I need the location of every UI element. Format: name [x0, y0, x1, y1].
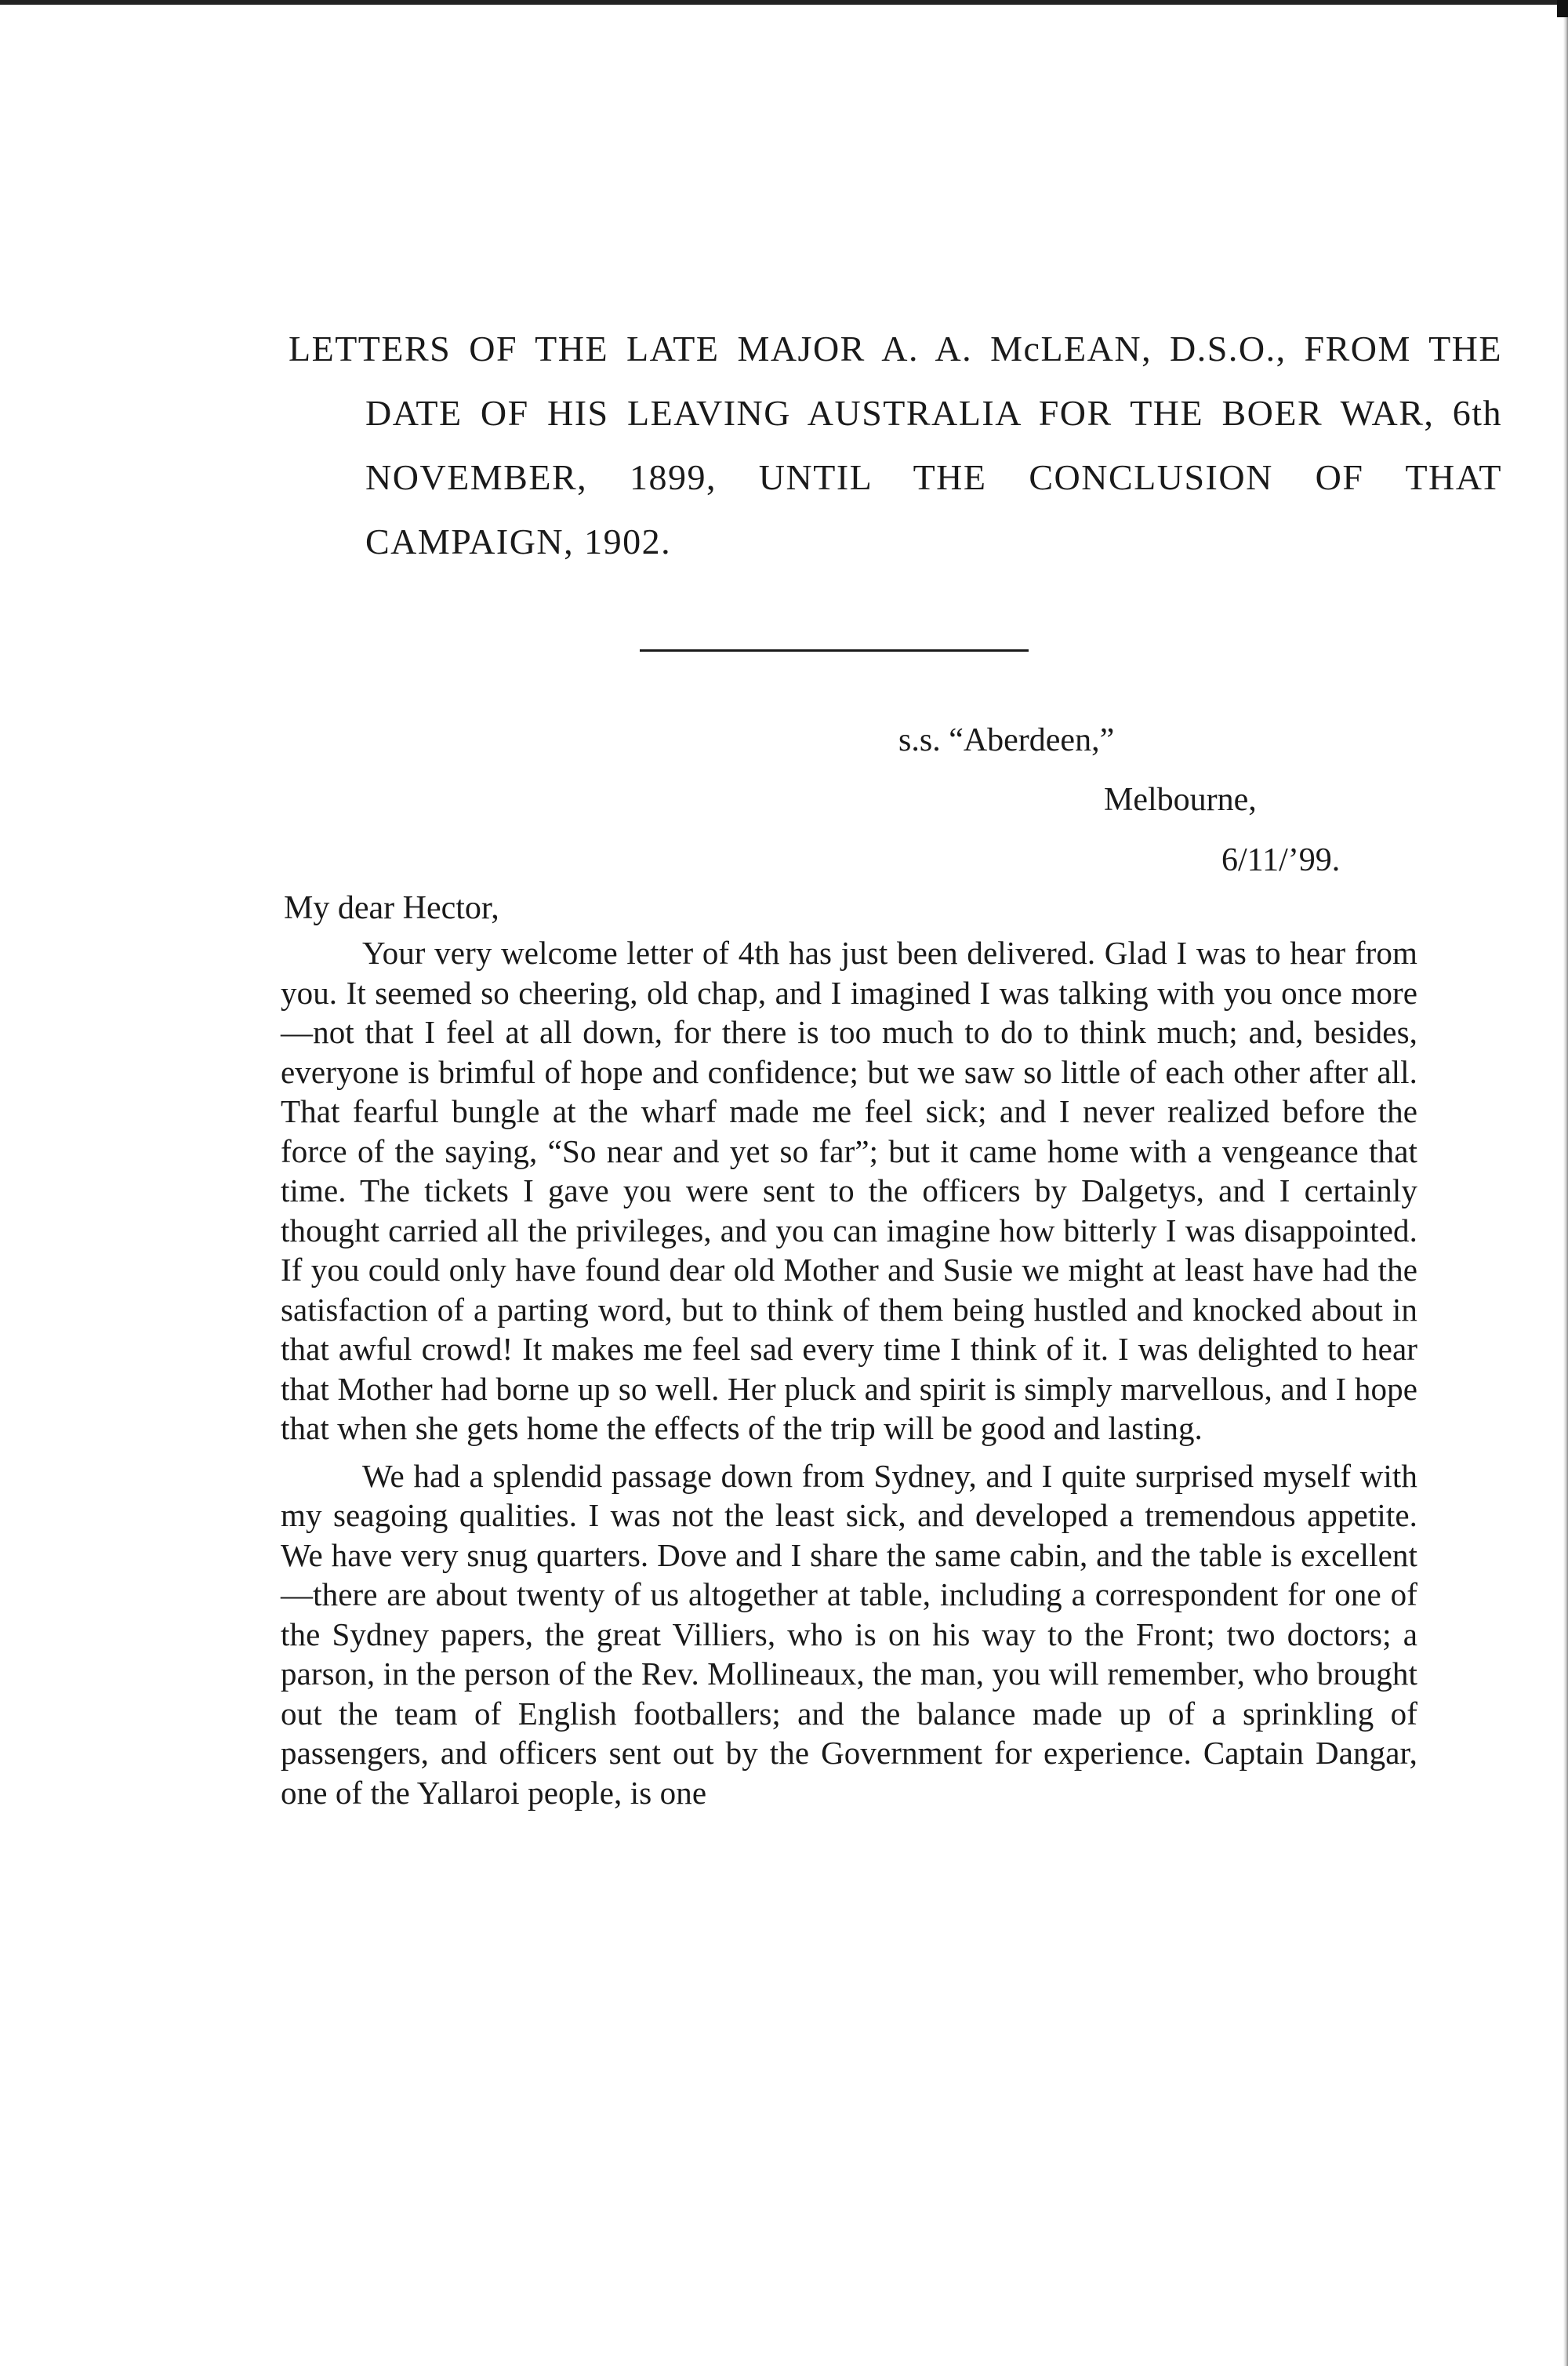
letter-paragraph-1: Your very welcome letter of 4th has just been delivered. Glad I was to hear from you. It seemed so cheering, old chap, and I imagined I was talking with you once more—not that I feel at all down, for there is too much to do to think much; and, besides, everyone is brimful of hope and confidence; but we saw so little of each other after all. That fearful bungle at the wharf made me feel sick; and I never realized before the force of the saying, “So near and yet so far”; but it came home with a vengeance that time. The tickets I gave you were sent to the officers by Dalgetys, and I certainly thought carried all the privileges, and you can imagine how bitterly I was disappointed. If you could only have found dear old Mother and Susie we might at least have had the satisfaction of a parting word, but to think of them being hustled and knocked about in that awful crowd! It makes me feel sad every time I think of it. I was delighted to hear that Mother had borne up so well. Her pluck and spirit is simply marvellous, and I hope that when she gets home the effects of the trip will be good and lasting. — [281, 935, 1417, 1446]
letter-body — [281, 933, 1417, 1812]
letter-salutation: My dear Hector, — [284, 890, 499, 926]
letter-paragraph-2: We had a splendid passage down from Sydney, and I quite surprised myself with my seagoing qualities. I was not the least sick, and developed a tremendous appetite. We have very snug quarters. Dove and I share the same cabin, and the table is excellent—there are about twenty of us altogether at table, including a correspondent for one of the Sydney papers, the great Villiers, who is on his way to the Front; two doctors; a parson, in the person of the Rev. Mollineaux, the man, you will remember, who brought out the team of English footballers; and the balance made up of a sprinkling of passengers, and officers sent out by the Government for experience. Captain Dangar, one of the Yallaroi people, is one — [281, 1457, 1417, 1811]
document-title: LETTERS OF THE LATE MAJOR A. A. McLEAN, D.S.O., FROM THE DATE OF HIS LEAVING AUSTRALIA FOR THE BOER WAR, 6th NOVEMBER, 1899, UNTIL THE CONCLUSION OF THAT CAMPAIGN, 1902. — [289, 329, 1502, 562]
scan-border-top — [0, 0, 1568, 5]
title-divider — [640, 649, 1029, 652]
letter-place: Melbourne, — [1104, 782, 1257, 818]
scan-border-right — [1563, 0, 1568, 2366]
letter-vessel: s.s. “Aberdeen,” — [898, 722, 1115, 758]
scan-corner-mark — [1557, 0, 1568, 17]
letter-date: 6/11/’99. — [1221, 842, 1341, 878]
